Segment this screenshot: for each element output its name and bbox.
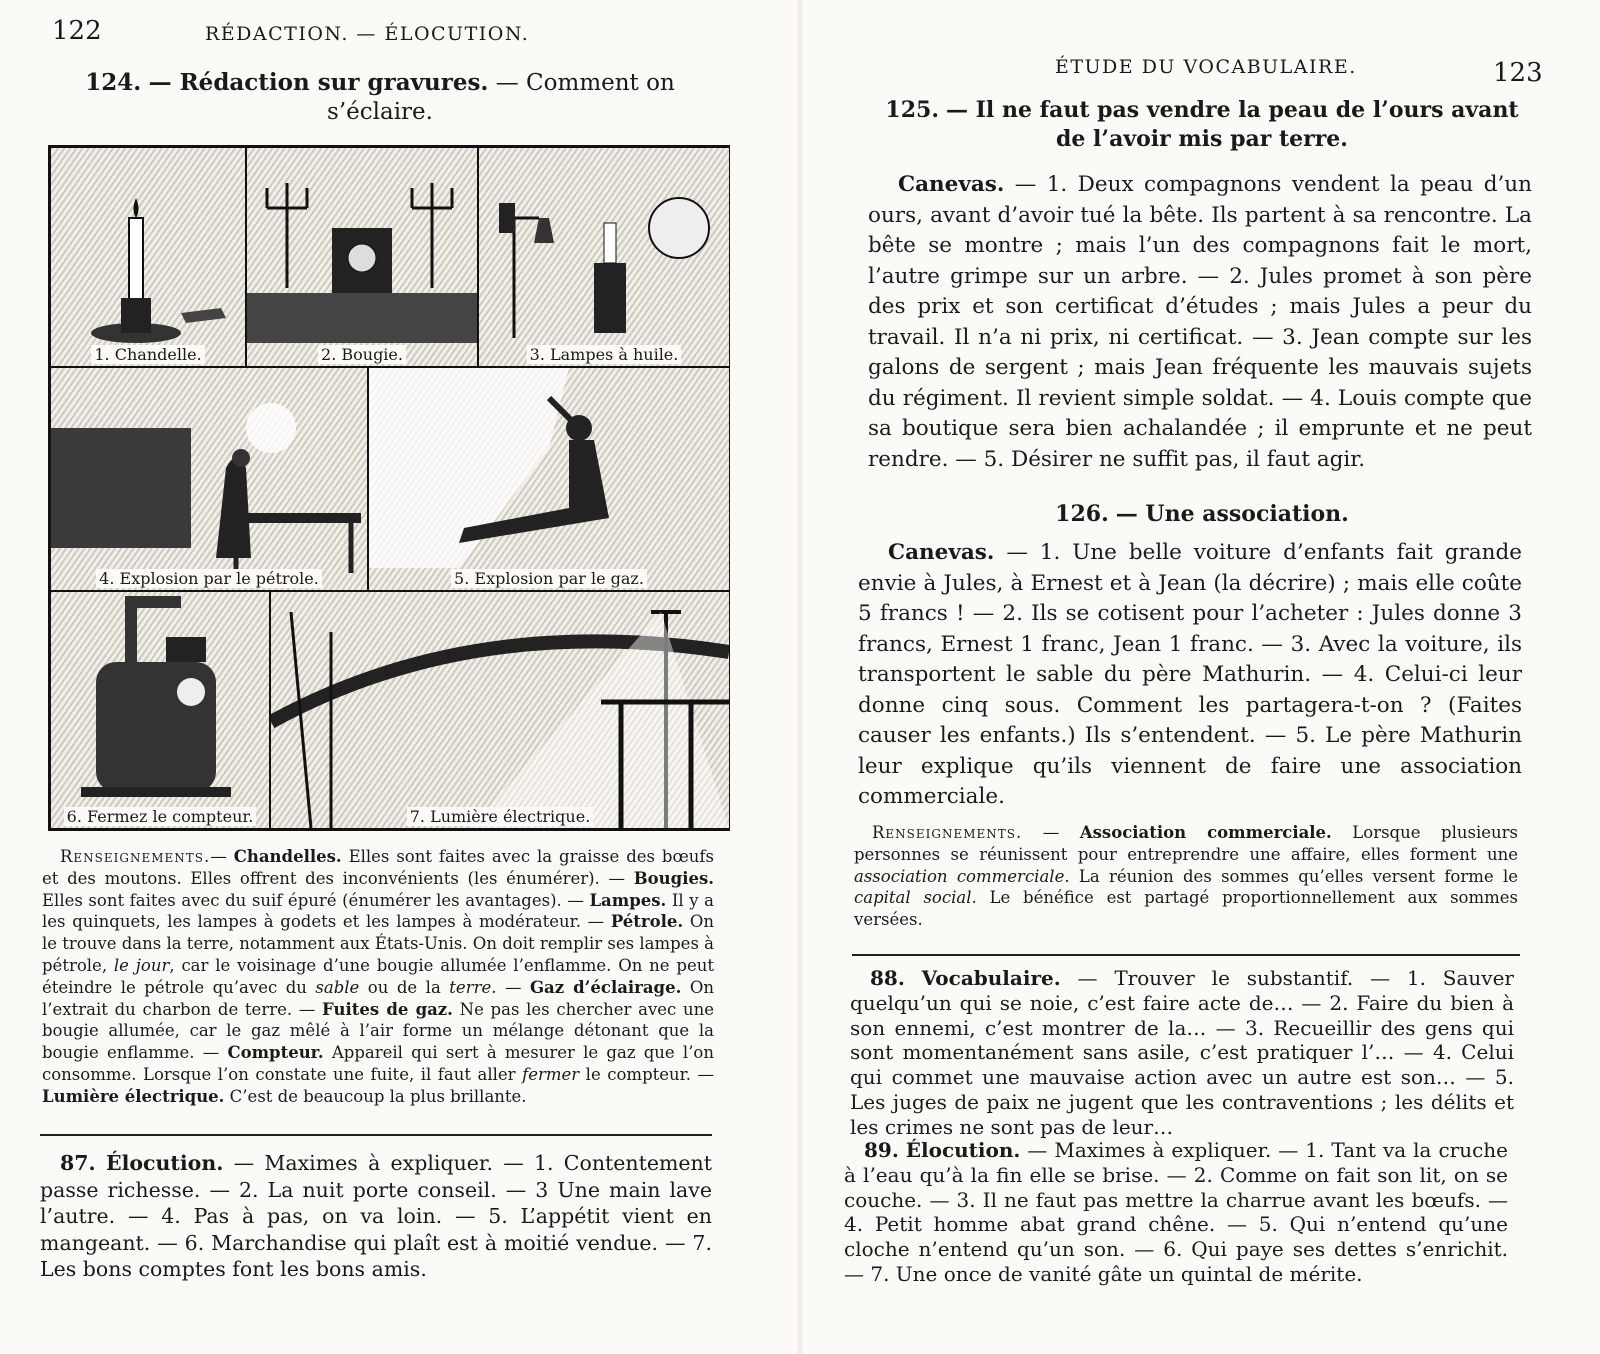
page-number: 122	[52, 16, 102, 46]
term-compteur: Compteur.	[227, 1043, 324, 1063]
text-run: . La réunion des sommes qu’elles versent forme le	[1064, 866, 1518, 886]
italic-association: association commerciale	[854, 866, 1065, 886]
term-petrole: Pétrole.	[610, 912, 684, 932]
exercise-title: Élocution.	[105, 1151, 224, 1175]
electric-light-illustration	[271, 592, 729, 828]
exercise-subtitle: — Comment on s’éclaire.	[327, 70, 675, 125]
text-run: Elles sont faites avec du suif épuré (énumérer les avantages). —	[42, 890, 590, 910]
exercise-title: — Il ne faut pas vendre la peau de l’ours avant de l’avoir mis par terre.	[945, 97, 1519, 152]
term-fuites: Fuites de gaz.	[322, 999, 453, 1019]
exercise-number: 87.	[60, 1151, 96, 1175]
kitchen-petrol-illustration	[51, 368, 367, 590]
engraving-petrol-explosion	[50, 367, 368, 591]
gas-explosion-illustration	[369, 368, 729, 590]
text-run: . Le bénéfice est partagé proportionnellement aux sommes versées.	[854, 888, 1518, 930]
exercise-number: 124.	[85, 69, 142, 96]
text-run: C’est de beaucoup la plus brillante.	[224, 1086, 527, 1106]
italic-terre: terre	[449, 977, 492, 997]
text-run: . —	[491, 977, 530, 997]
exercise-number: 126.	[1055, 501, 1109, 527]
caption-4: 4. Explosion par le pétrole.	[96, 569, 322, 588]
renseignements-label: Renseignements.	[60, 847, 211, 866]
text-run: , car le voisinage d’une bougie allumée l’enflamme. On ne peut éteindre le pétrole qu’avec du	[42, 955, 714, 997]
exercise-title: Élocution.	[905, 1138, 1021, 1162]
exercise-title: — Une association.	[1115, 501, 1349, 527]
exercise-125-heading	[872, 96, 1532, 154]
term-chandelles: Chandelles.	[233, 847, 342, 866]
term-association: Association commerciale.	[1079, 823, 1332, 842]
text-run: Lorsque plusieurs personnes se réunissent pour entreprendre une affaire, elles forment une	[854, 823, 1518, 864]
engraving-gas-meter	[50, 591, 270, 829]
italic-fermer: fermer	[522, 1064, 580, 1084]
exercise-88	[850, 966, 1514, 1140]
canevas-text: — 1. Une belle voiture d’enfants fait grande envie à Jules, à Ernest et à Jean (la décrire) ; mais elle coûte 5 francs ! — 2. Ils se cotisent pour l’acheter : Jules donne 3 francs, Ernest 1 franc, Jean 1 franc. — 3. Avec la voiture, ils transportent le sable du père Mathurin. — 4. Celui-ci leur donne cinq sous. Comment les partagera-t-on ? (Faites causer les enfants.) Ils s’entendent. — 5. Le père Mathurin leur explique qu’ils viennent de faire une association commerciale.	[858, 540, 1522, 809]
caption-7: 7. Lumière électrique.	[407, 807, 594, 826]
gas-meter-illustration	[51, 592, 269, 828]
text-run: On l’extrait du charbon de terre. —	[42, 977, 714, 1019]
engraving-candle	[50, 147, 246, 367]
oil-lamps-illustration	[479, 148, 729, 366]
exercise-126-canevas	[858, 538, 1522, 813]
text-run: Appareil qui sert à mesurer le gaz que l’on consomme. Lorsque l’on constate une fuite, il faut aller	[42, 1043, 714, 1084]
exercise-text: — Trouver le substantif. — 1. Sauver quelqu’un qui se noie, c’est faire acte de… — 2. Faire du bien à son ennemi, c’est montrer de la… — 3. Recueillir des gens qui sont momentanément sans asile, c’est pratiquer l’… — 4. Celui qui commet une mauvaise action avec un autre est son… — 5. Les juges de paix ne jugent que les contraventions ; les délits et les crimes ne sont pas de leur…	[850, 966, 1514, 1139]
renseignements-126	[854, 822, 1518, 931]
text-run: ou de la	[359, 977, 450, 997]
exercise-87	[40, 1150, 712, 1283]
text-run: Ne pas les chercher avec une bougie allumée, car le gaz mêlé à l’air forme un mélange détonant que la bougie enflamme. —	[42, 999, 714, 1063]
exercise-89	[844, 1138, 1508, 1287]
exercise-number: 88.	[870, 966, 905, 990]
exercise-title: Vocabulaire.	[921, 966, 1061, 990]
canevas-text: — 1. Deux compagnons vendent la peau d’un ours, avant d’avoir tué la bête. Ils partent à sa rencontre. La bête se montre ; mais l’un des compagnons fait le mort, l’autre grimpe sur un arbre. — 2. Jules promet à son père des prix et son certificat d’études ; mais Jules a peur du travail. Il n’a ni prix, ni certificat. — 3. Jean compte sur les galons de sergent ; mais Jean fréquente les mauvais sujets du régiment. Il revient simple soldat. — 4. Louis compte que sa boutique sera bien achalandée ; il emprunte et ne peut rendre. — 5. Désirer ne suffit pas, il faut agir.	[868, 172, 1532, 472]
text-run: On le trouve dans la terre, notamment aux États-Unis. On doit remplir ses lampes à pétrole,	[42, 912, 714, 975]
text-run: Elles sont faites avec la graisse des bœufs et des moutons. Elles offrent des inconvénients (les énumérer). —	[42, 847, 715, 888]
divider-rule	[852, 954, 1520, 956]
engraving-oil-lamps	[478, 147, 730, 367]
italic-capital: capital social	[854, 888, 972, 908]
engraving-bougie	[246, 147, 478, 367]
exercise-title: — Rédaction sur gravures.	[148, 69, 489, 96]
page-number: 123	[1493, 58, 1543, 88]
caption-1: 1. Chandelle.	[91, 345, 204, 364]
text-run: le compteur. —	[579, 1064, 714, 1084]
caption-5: 5. Explosion par le gaz.	[451, 569, 647, 588]
caption-6: 6. Fermez le compteur.	[64, 807, 257, 826]
term-bougies: Bougies.	[633, 868, 714, 888]
exercise-126-heading	[872, 500, 1532, 529]
exercise-text: — Maximes à expliquer. — 1. Tant va la cruche à l’eau qu’à la fin elle se brise. — 2. Comme on fait son lit, on se couche. — 3. Il ne faut pas mettre la charrue avant les bœufs. — 4. Petit homme abat grand chêne. — 5. Qui n’entend qu’une cloche n’entend qu’un son. — 6. Qui paye ses dettes s’enrichit. — 7. Une once de vanité gâte un quintal de mérite.	[844, 1138, 1509, 1286]
divider-rule	[40, 1134, 712, 1136]
running-head: RÉDACTION. — ÉLOCUTION.	[205, 23, 530, 45]
text-run: —	[1022, 823, 1080, 842]
canevas-label: Canevas.	[888, 540, 995, 565]
exercise-text: — Maximes à expliquer. — 1. Contentement passe richesse. — 2. La nuit porte conseil. — 3 Une main lave l’autre. — 4. Pas à pas, on va loin. — 5. L’appétit vient en mangeant. — 6. Marchandise qui plaît est à moitié vendue. — 7. Les bons comptes font les bons amis.	[40, 1151, 712, 1281]
right-page	[800, 0, 1600, 1354]
engraving-gas-explosion	[368, 367, 730, 591]
running-head: ÉTUDE DU VOCABULAIRE.	[1055, 56, 1357, 78]
term-gaz: Gaz d’éclairage.	[529, 977, 682, 997]
renseignements-124	[42, 846, 714, 1108]
exercise-124-heading	[60, 68, 700, 127]
exercise-number: 89.	[864, 1138, 899, 1162]
mantel-candelabra-illustration	[247, 148, 477, 366]
caption-3: 3. Lampes à huile.	[527, 345, 682, 364]
text-run: Il y a les quinquets, les lampes à godets et les lampes à modérateur. —	[42, 890, 714, 932]
text-run: —	[210, 847, 234, 866]
exercise-number: 125.	[885, 97, 939, 123]
renseignements-label: Renseignements.	[872, 823, 1023, 842]
candle-illustration	[51, 148, 245, 366]
engraving-electric-light	[270, 591, 730, 829]
italic-sable: sable	[315, 977, 360, 997]
italic-le-jour: le jour	[113, 955, 170, 975]
caption-2: 2. Bougie.	[318, 345, 406, 364]
exercise-125-canevas	[868, 170, 1532, 475]
term-lampes: Lampes.	[589, 890, 667, 910]
term-lumiere: Lumière électrique.	[42, 1086, 225, 1106]
engraving-plate	[48, 145, 730, 831]
canevas-label: Canevas.	[898, 172, 1005, 197]
